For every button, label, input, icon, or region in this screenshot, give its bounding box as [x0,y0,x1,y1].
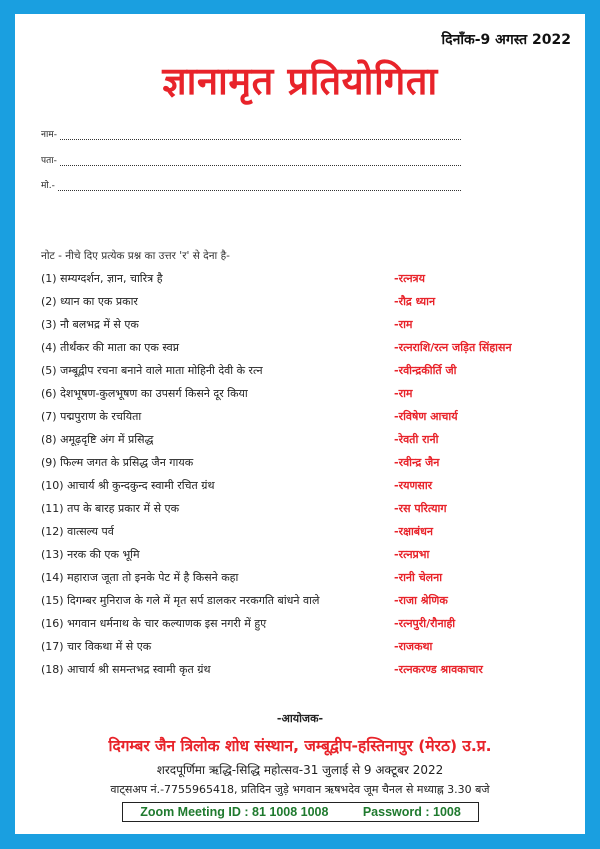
question-text: (13) नरक की एक भूमि [41,548,140,561]
mobile-field [41,178,461,191]
answer-text: -राजकथा [394,640,433,653]
answer-text: -रत्नपुरी/रौनाही [394,617,456,630]
question-row [41,336,571,359]
answer-text: -रविषेण आचार्य [394,410,458,423]
question-text: (12) वात्सल्य पर्व [41,525,114,538]
question-text: (2) ध्यान का एक प्रकार [41,295,138,308]
answer-text: -रत्नकरण्ड श्रावकाचार [394,663,483,676]
question-text: (1) सम्यग्दर्शन, ज्ञान, चारित्र है [41,272,163,285]
question-row [41,543,571,566]
answer-text: -रेवती रानी [394,433,439,446]
answer-text: -रयणसार [394,479,433,492]
question-row [41,290,571,313]
question-text: (15) दिगम्बर मुनिराज के गले में मृत सर्प डालकर नरकगति बांधने वाले [41,594,320,607]
question-row [41,658,571,681]
question-text: (14) महाराज जूता तो इनके पेट में है किसने कहा [41,571,239,584]
question-row [41,635,571,658]
question-text: (9) फिल्म जगत के प्रसिद्ध जैन गायक [41,456,194,469]
mobile-label: मो.- [41,181,55,191]
date: दिनाँक-9 अगस्त 2022 [441,32,571,48]
question-row [41,405,571,428]
name-field [41,127,461,140]
question-row [41,566,571,589]
question-row [41,267,571,290]
question-row [41,359,571,382]
question-row [41,451,571,474]
question-text: (17) चार विकथा में से एक [41,640,152,653]
festival-info: शरदपूर्णिमा ऋद्धि-सिद्धि महोत्सव-31 जुलाई से 9 अक्टूबर 2022 [156,763,444,777]
name-blank-line [60,131,461,140]
answer-text: -रानी चेलना [394,571,443,584]
organizer-label: -आयोजक- [276,712,324,725]
organizer-name: दिगम्बर जैन त्रिलोक शोध संस्थान, जम्बूद्वीप-हस्तिनापुर (मेरठ) उ.प्र. [108,737,492,755]
question-row [41,382,571,405]
zoom-meeting-box [122,802,479,822]
question-answer-list [41,267,571,681]
answer-text: -राम [394,387,413,400]
address-blank-line [60,157,461,166]
question-row [41,313,571,336]
instruction-note: नोट - नीचे दिए प्रत्येक प्रश्न का उत्तर 'र' से देना है- [41,250,230,262]
whatsapp-info: वाट्सअप नं.-7755965418, प्रतिदिन जुड़े भगवान ऋषभदेव जूम चैनल से मध्याह्न 3.30 बजे [110,783,490,796]
answer-text: -रवीन्द्रकीर्ति जी [394,364,457,377]
mobile-blank-line [58,182,461,191]
question-row [41,474,571,497]
answer-text: -रौद्र ध्यान [394,295,436,308]
question-text: (16) भगवान धर्मनाथ के चार कल्याणक इस नगरी में हुए [41,617,267,630]
zoom-meeting-id: Zoom Meeting ID : 81 1008 1008 [140,805,329,819]
address-label: पता- [41,156,57,166]
question-text: (10) आचार्य श्री कुन्दकुन्द स्वामी रचित ग्रंथ [41,479,215,492]
answer-text: -राजा श्रेणिक [394,594,448,607]
answer-text: -रक्षाबंधन [394,525,433,538]
question-text: (11) तप के बारह प्रकार में से एक [41,502,180,515]
answer-text: -रवीन्द्र जैन [394,456,440,469]
question-row [41,612,571,635]
answer-text: -रत्नत्रय [394,272,425,285]
answer-text: -रत्नप्रभा [394,548,430,561]
quiz-sheet [15,14,585,834]
question-text: (18) आचार्य श्री समन्तभद्र स्वामी कृत ग्रंथ [41,663,211,676]
question-text: (7) पद्मपुराण के रचयिता [41,410,142,423]
question-text: (6) देशभूषण-कुलभूषण का उपसर्ग किसने दूर किया [41,387,248,400]
name-label: नाम- [41,130,57,140]
question-row [41,428,571,451]
answer-text: -रत्नराशि/रत्न जड़ित सिंहासन [394,341,512,354]
question-text: (5) जम्बूद्वीप रचना बनाने वाले माता मोहिनी देवी के रत्न [41,364,263,377]
question-text: (3) नौ बलभद्र में से एक [41,318,139,331]
address-field [41,153,461,166]
page-title: ज्ञानामृत प्रतियोगिता [162,59,438,103]
question-text: (8) अमूढ़दृष्टि अंग में प्रसिद्ध [41,433,154,446]
question-text: (4) तीर्थंकर की माता का एक स्वप्न [41,341,179,354]
zoom-password: Password : 1008 [362,805,461,819]
question-row [41,520,571,543]
question-row [41,497,571,520]
answer-text: -रस परित्याग [394,502,447,515]
question-row [41,589,571,612]
answer-text: -राम [394,318,413,331]
